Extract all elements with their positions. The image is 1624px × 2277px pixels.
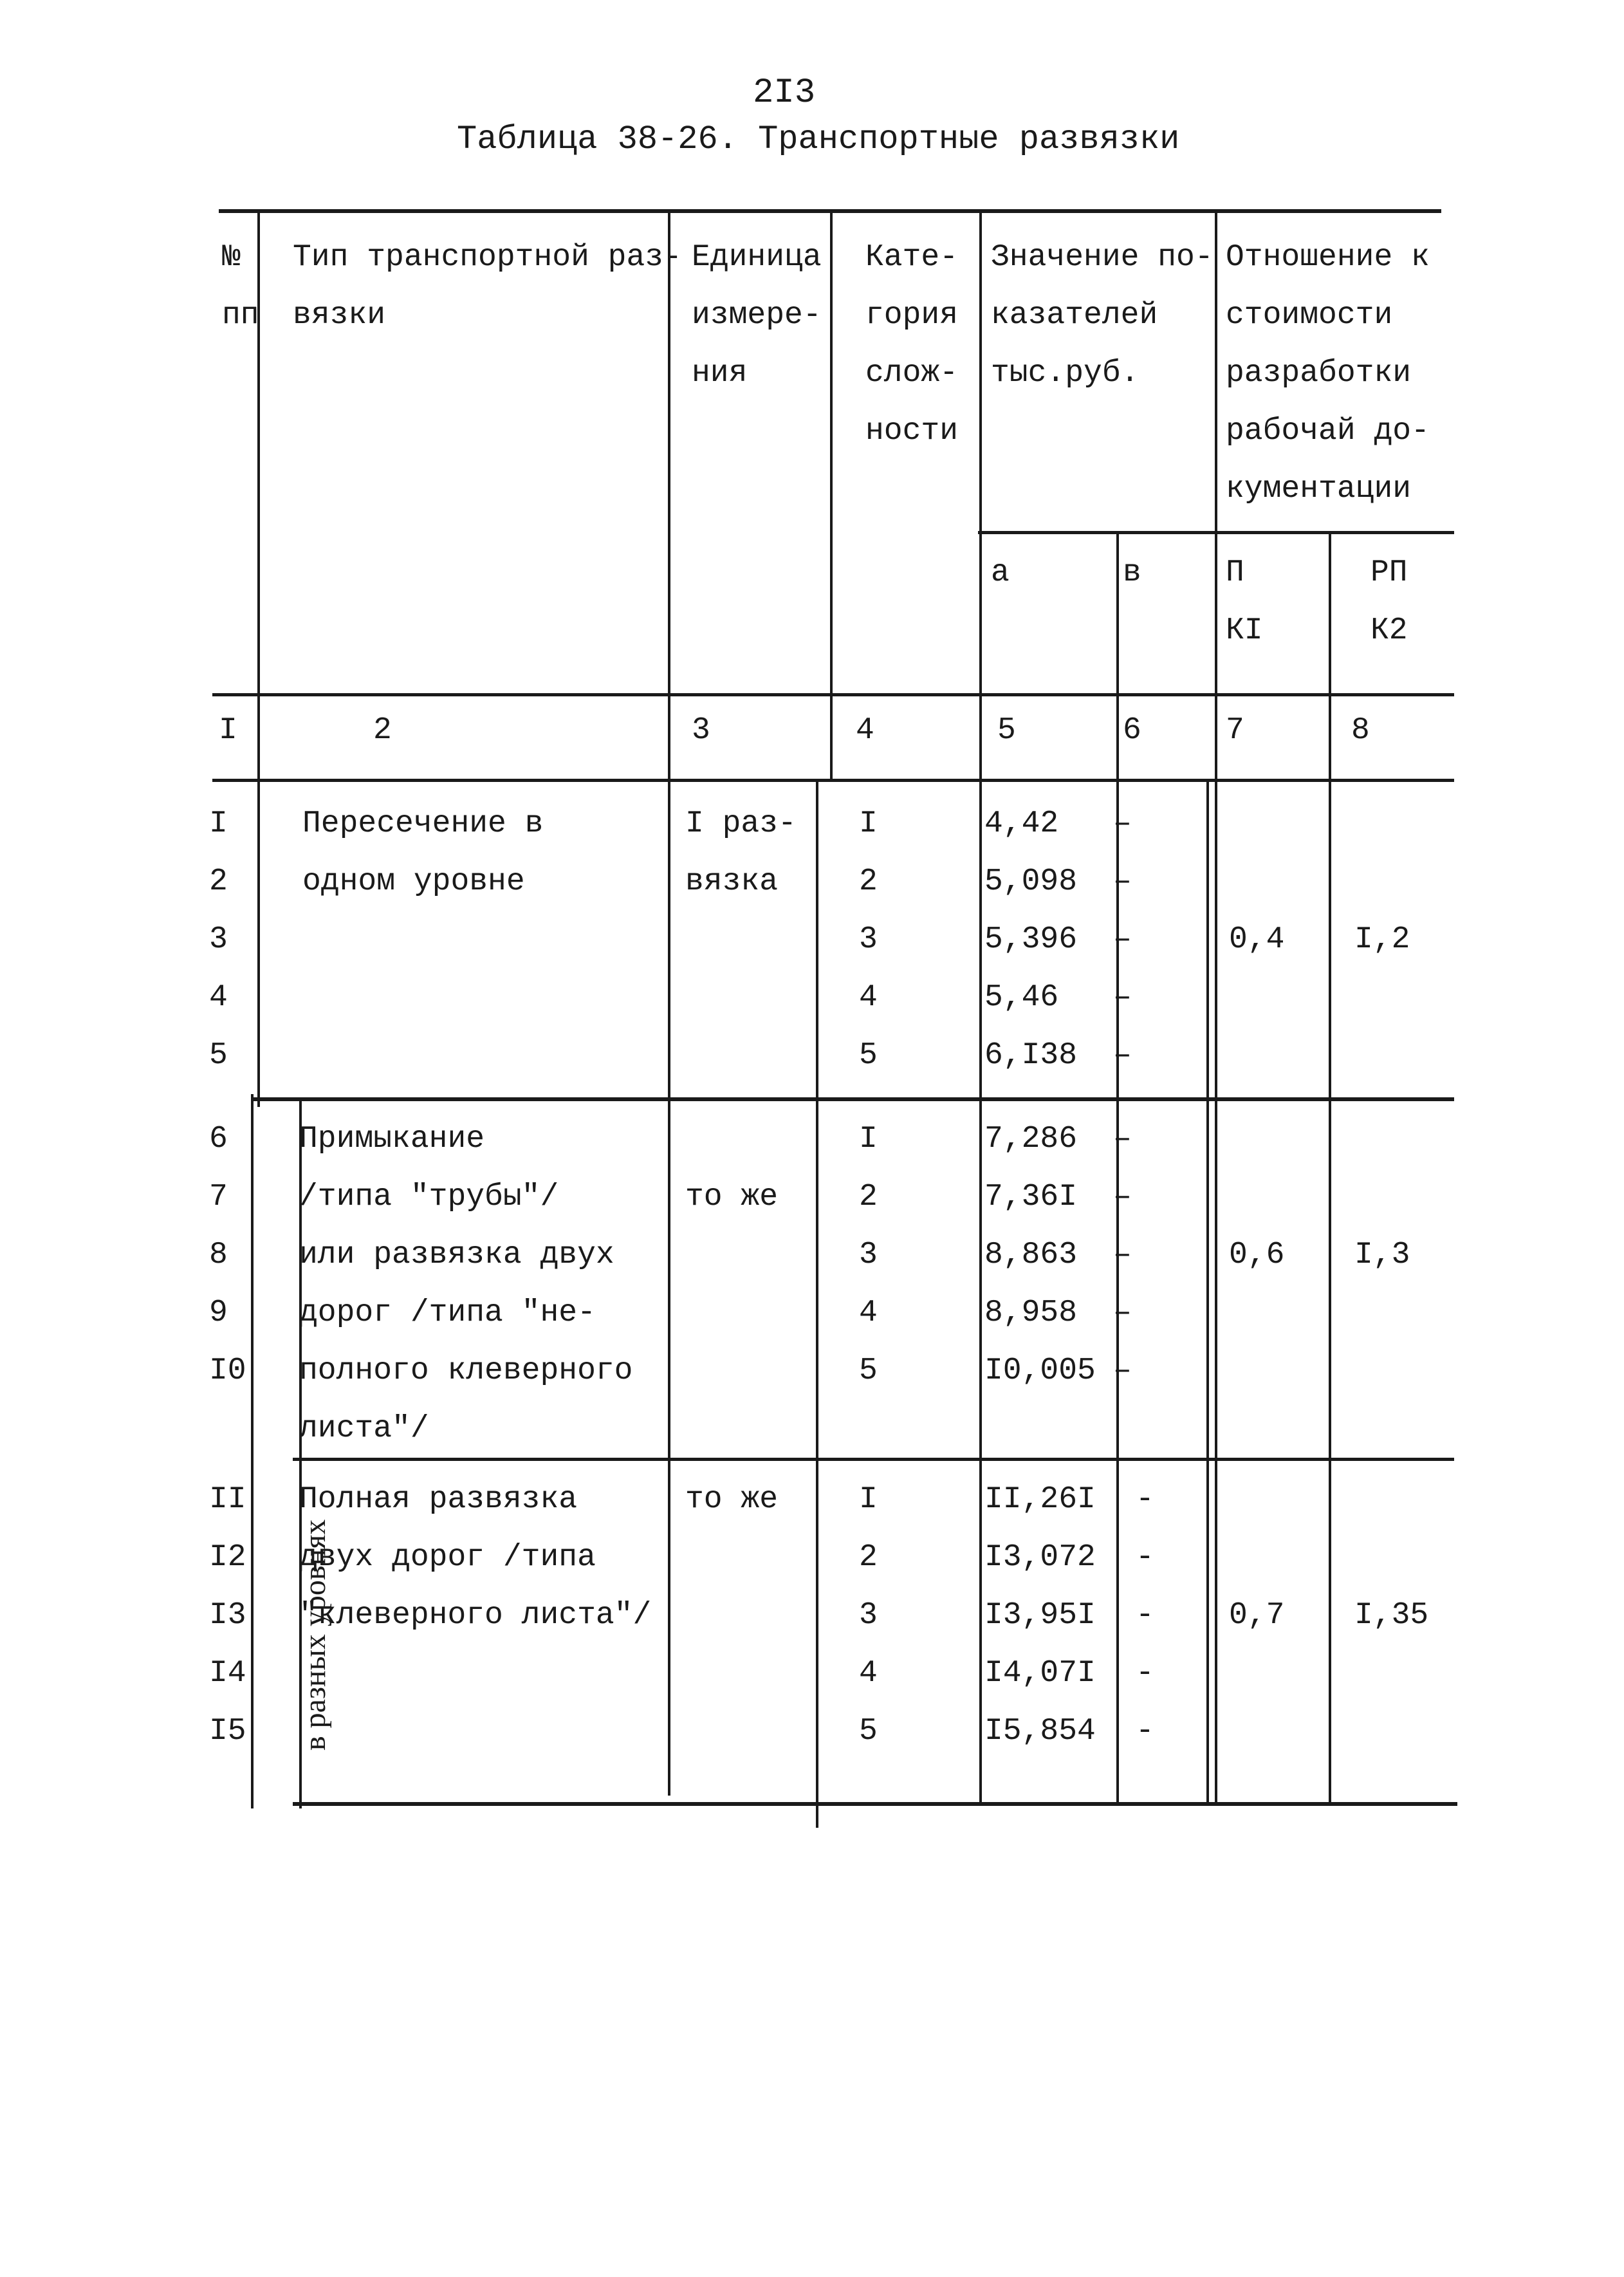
interchange-type: двух дорог /типа bbox=[299, 1540, 596, 1575]
row-number: 6 bbox=[209, 1122, 228, 1157]
complexity-category: 5 bbox=[859, 1353, 878, 1388]
header-number-col: пп bbox=[222, 298, 259, 333]
unit-of-measure: то же bbox=[685, 1180, 779, 1214]
header-ratio-col: рабочай до- bbox=[1226, 414, 1430, 449]
value-a: II,26I bbox=[984, 1482, 1096, 1517]
header-value-col: казателей bbox=[991, 298, 1158, 333]
complexity-category: 4 bbox=[859, 980, 878, 1015]
complexity-category: 2 bbox=[859, 1540, 878, 1575]
value-b: – bbox=[1113, 806, 1132, 841]
row-number: I3 bbox=[209, 1598, 246, 1633]
row-number: 9 bbox=[209, 1296, 228, 1330]
column-number: 2 bbox=[373, 713, 392, 748]
column-number: 4 bbox=[856, 713, 874, 748]
header-unit-col: ния bbox=[692, 356, 748, 391]
header-ratio-col: Отношение к bbox=[1226, 240, 1430, 275]
header-number-col: № bbox=[222, 240, 241, 275]
table-rule-h bbox=[251, 1097, 1454, 1101]
value-a: 5,098 bbox=[984, 864, 1078, 899]
value-a: 6,I38 bbox=[984, 1038, 1078, 1073]
ratio-working-project: I,35 bbox=[1354, 1598, 1429, 1633]
header-sub-b: в bbox=[1123, 555, 1141, 590]
header-unit-col: Единица bbox=[692, 240, 822, 275]
value-b: – bbox=[1113, 1122, 1132, 1157]
row-number: 7 bbox=[209, 1180, 228, 1214]
complexity-category: 3 bbox=[859, 1598, 878, 1633]
row-number: I0 bbox=[209, 1353, 246, 1388]
row-number: I5 bbox=[209, 1714, 246, 1749]
header-value-col: Значение по- bbox=[991, 240, 1213, 275]
unit-of-measure: I раз- bbox=[685, 806, 797, 841]
header-sub-rp: К2 bbox=[1370, 613, 1408, 648]
header-sub-rp: РП bbox=[1370, 555, 1408, 590]
table-rule-v bbox=[979, 212, 982, 1802]
table-rule-v bbox=[816, 779, 818, 1828]
column-number: 5 bbox=[997, 713, 1016, 748]
row-number: 4 bbox=[209, 980, 228, 1015]
value-a: 8,958 bbox=[984, 1296, 1078, 1330]
value-b: – bbox=[1113, 1353, 1132, 1388]
header-sub-p: П bbox=[1226, 555, 1244, 590]
row-number: 3 bbox=[209, 922, 228, 957]
header-type-col: вязки bbox=[293, 298, 386, 333]
value-a: 8,863 bbox=[984, 1238, 1078, 1272]
column-number: 6 bbox=[1123, 713, 1141, 748]
value-a: 5,396 bbox=[984, 922, 1078, 957]
table-rule-v bbox=[1215, 212, 1217, 1802]
value-b: - bbox=[1136, 1656, 1154, 1691]
complexity-category: 4 bbox=[859, 1656, 878, 1691]
header-category-col: слож- bbox=[865, 356, 959, 391]
value-a: 7,36I bbox=[984, 1180, 1078, 1214]
value-b: - bbox=[1136, 1598, 1154, 1633]
value-a: 4,42 bbox=[984, 806, 1059, 841]
value-b: - bbox=[1136, 1714, 1154, 1749]
row-number: 2 bbox=[209, 864, 228, 899]
complexity-category: I bbox=[859, 1482, 878, 1517]
value-b: – bbox=[1113, 864, 1132, 899]
interchange-type: "клеверного листа"/ bbox=[299, 1598, 652, 1633]
complexity-category: 5 bbox=[859, 1038, 878, 1073]
interchange-type: или развязка двух bbox=[299, 1238, 614, 1272]
ratio-working-project: I,2 bbox=[1354, 922, 1410, 957]
table-rule-v bbox=[251, 1094, 254, 1808]
header-category-col: гория bbox=[865, 298, 959, 333]
ratio-project: 0,7 bbox=[1229, 1598, 1285, 1633]
interchange-type: /типа "трубы"/ bbox=[299, 1180, 559, 1214]
table-rule-v bbox=[668, 212, 670, 1796]
value-a: 7,286 bbox=[984, 1122, 1078, 1157]
interchange-type: листа"/ bbox=[299, 1411, 429, 1446]
value-a: I0,005 bbox=[984, 1353, 1096, 1388]
complexity-category: 2 bbox=[859, 864, 878, 899]
row-number: I bbox=[209, 806, 228, 841]
ratio-working-project: I,3 bbox=[1354, 1238, 1410, 1272]
ratio-project: 0,6 bbox=[1229, 1238, 1285, 1272]
header-value-col: тыс.руб. bbox=[991, 356, 1140, 391]
column-number: 3 bbox=[692, 713, 710, 748]
ratio-project: 0,4 bbox=[1229, 922, 1285, 957]
row-number: I4 bbox=[209, 1656, 246, 1691]
value-a: I3,072 bbox=[984, 1540, 1096, 1575]
interchange-type: полного клеверного bbox=[299, 1353, 633, 1388]
column-number: I bbox=[219, 713, 237, 748]
complexity-category: I bbox=[859, 1122, 878, 1157]
header-category-col: ности bbox=[865, 414, 959, 449]
table-rule-v bbox=[1329, 693, 1331, 1802]
value-a: I5,854 bbox=[984, 1714, 1096, 1749]
unit-of-measure: то же bbox=[685, 1482, 779, 1517]
row-number: 8 bbox=[209, 1238, 228, 1272]
header-ratio-col: разработки bbox=[1226, 356, 1412, 391]
interchange-type: одном уровне bbox=[302, 864, 525, 899]
header-unit-col: измере- bbox=[692, 298, 822, 333]
table-rule-v bbox=[1329, 531, 1331, 693]
table-rule-h bbox=[293, 1458, 1454, 1461]
complexity-category: 5 bbox=[859, 1714, 878, 1749]
interchange-type: Пересечение в bbox=[302, 806, 544, 841]
value-b: – bbox=[1113, 1180, 1132, 1214]
complexity-category: I bbox=[859, 806, 878, 841]
value-b: - bbox=[1136, 1540, 1154, 1575]
vertical-group-label: в разных уровнях bbox=[298, 1519, 332, 1751]
row-number: II bbox=[209, 1482, 246, 1517]
table-title: Таблица 38-26. Транспортные развязки bbox=[457, 120, 1180, 158]
header-type-col: Тип транспортной раз- bbox=[293, 240, 682, 275]
value-a: I3,95I bbox=[984, 1598, 1096, 1633]
complexity-category: 2 bbox=[859, 1180, 878, 1214]
column-number: 8 bbox=[1351, 713, 1370, 748]
table-rule-h bbox=[212, 779, 1454, 782]
value-b: – bbox=[1113, 1296, 1132, 1330]
value-a: 5,46 bbox=[984, 980, 1059, 1015]
table-bottom-rule bbox=[293, 1802, 1457, 1806]
complexity-category: 4 bbox=[859, 1296, 878, 1330]
complexity-category: 3 bbox=[859, 1238, 878, 1272]
header-sub-p: КI bbox=[1226, 613, 1263, 648]
unit-of-measure: вязка bbox=[685, 864, 779, 899]
value-a: I4,07I bbox=[984, 1656, 1096, 1691]
table-rule-v bbox=[257, 212, 260, 1107]
header-category-col: Кате- bbox=[865, 240, 959, 275]
header-ratio-col: кументации bbox=[1226, 472, 1412, 507]
table-rule-v bbox=[1206, 779, 1209, 1802]
value-b: – bbox=[1113, 922, 1132, 957]
table-rule-h bbox=[212, 693, 1454, 696]
row-number: 5 bbox=[209, 1038, 228, 1073]
page-number: 2I3 bbox=[753, 73, 816, 113]
value-b: – bbox=[1113, 1238, 1132, 1272]
column-number: 7 bbox=[1226, 713, 1244, 748]
interchange-type: Примыкание bbox=[299, 1122, 485, 1157]
interchange-type: дорог /типа "не- bbox=[299, 1296, 596, 1330]
table-rule-v bbox=[830, 212, 833, 779]
header-ratio-col: стоимости bbox=[1226, 298, 1393, 333]
value-b: - bbox=[1136, 1482, 1154, 1517]
header-sub-a: а bbox=[991, 555, 1010, 590]
complexity-category: 3 bbox=[859, 922, 878, 957]
interchange-type: Полная развязка bbox=[299, 1482, 578, 1517]
row-number: I2 bbox=[209, 1540, 246, 1575]
value-b: – bbox=[1113, 980, 1132, 1015]
value-b: – bbox=[1113, 1038, 1132, 1073]
